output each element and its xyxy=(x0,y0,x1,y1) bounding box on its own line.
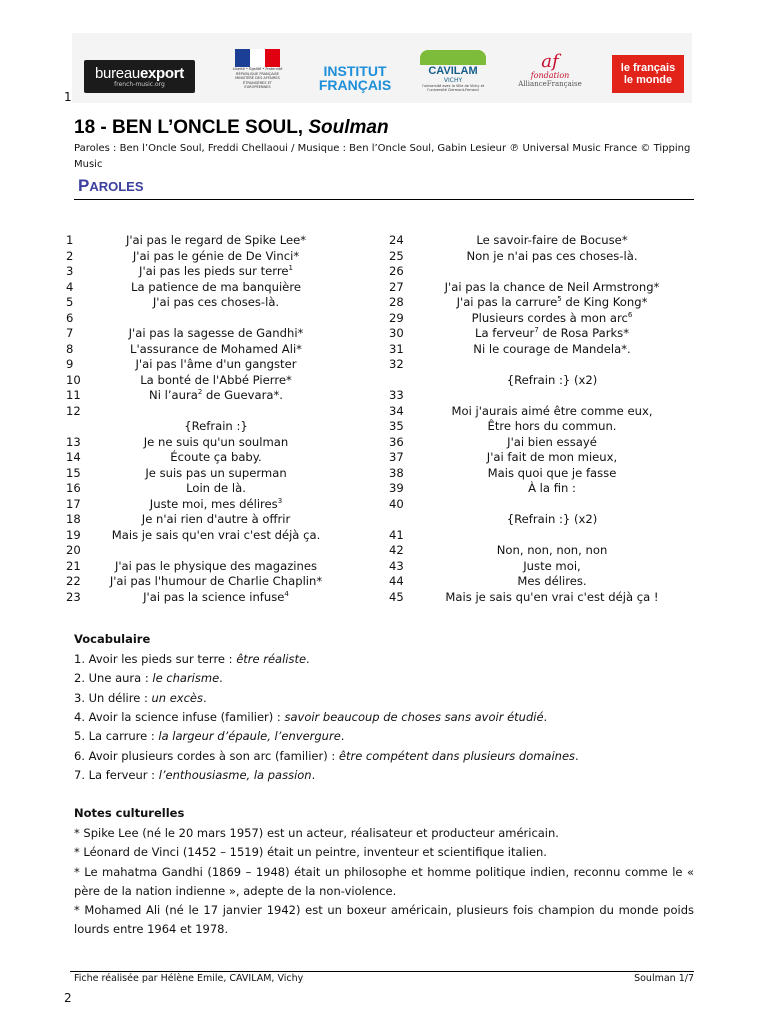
lyric-text: J'ai fait de mon mieux, xyxy=(486,450,618,464)
lyric-line xyxy=(96,373,336,388)
line-number: 35 xyxy=(389,419,404,433)
line-number: 43 xyxy=(389,558,404,573)
lyric-text: J'ai pas la sagesse de Gandhi* xyxy=(128,326,304,340)
line-number: 32 xyxy=(389,357,404,371)
line-number xyxy=(389,373,415,388)
lyric-line xyxy=(96,419,336,434)
line-number: 39 xyxy=(389,481,404,495)
lyric-text-after-marker: de Guevara*. xyxy=(202,388,283,402)
cultural-note: * Léonard de Vinci (1452 – 1519) était un peintre, inventeur et scientifique italien. xyxy=(74,845,547,860)
french-flag-icon xyxy=(235,49,281,67)
vocabulary-definition: l’enthousiasme, la passion xyxy=(158,767,312,782)
alliance-logo-line2: AllianceFrançaise xyxy=(518,79,582,88)
lyric-line xyxy=(418,543,686,558)
lyric-text: Non je n'ai pas ces choses-là. xyxy=(466,248,638,263)
line-number: 34 xyxy=(389,403,404,418)
page-title-italic: Soulman xyxy=(308,117,389,138)
line-number: 37 xyxy=(389,450,404,464)
cavilam-logo xyxy=(418,46,488,96)
line-number: 16 xyxy=(66,481,81,495)
vocabulary-item xyxy=(74,749,694,764)
line-number: 28 xyxy=(389,295,404,309)
lyric-text: J'ai pas les pieds sur terre xyxy=(139,264,289,278)
vocabulary-definition: être compétent dans plusieurs domaines xyxy=(338,748,576,763)
line-number: 10 xyxy=(66,372,81,387)
line-number: 42 xyxy=(389,543,404,557)
page-title xyxy=(74,117,389,139)
lyric-line xyxy=(418,404,686,419)
lyric-text: J'ai bien essayé xyxy=(507,434,597,449)
vocabulary-item xyxy=(74,729,694,744)
footnote-marker: 7 xyxy=(534,326,539,335)
lyric-line xyxy=(96,512,336,527)
lyric-line xyxy=(418,280,686,295)
le-francais-dans-le-monde-logo xyxy=(612,55,684,93)
footnote-marker: 3 xyxy=(277,496,283,505)
footnote-marker: 5 xyxy=(557,295,562,304)
vocabulary-definition: le charisme xyxy=(152,671,220,686)
vocabulary-punctuation: . xyxy=(203,690,207,705)
cavilam-logo-city: VICHY xyxy=(443,77,463,84)
footer-page: Soulman 1/7 xyxy=(634,973,694,984)
footnote-marker: 6 xyxy=(627,310,633,319)
lyric-text: Être hors du commun. xyxy=(487,419,617,433)
lyric-line xyxy=(418,528,686,543)
lyric-line xyxy=(96,466,336,481)
line-number: 13 xyxy=(66,434,81,449)
lyric-line xyxy=(96,249,336,264)
line-number: 30 xyxy=(389,326,404,340)
vocabulary-term: 5. La carrure : xyxy=(74,729,159,744)
alliance-logo-line1: fondation xyxy=(530,70,570,80)
lyric-line xyxy=(418,357,686,372)
lyric-line xyxy=(418,574,686,589)
cavilam-building-icon xyxy=(420,50,486,65)
lyric-text: Ni l’aura xyxy=(149,388,198,402)
vocabulary-term: 6. Avoir plusieurs cordes à son arc (familier) : xyxy=(74,748,339,763)
page-number-bottom: 2 xyxy=(64,991,72,1005)
line-number: 21 xyxy=(66,558,81,573)
lyric-text: Mais quoi que je fasse xyxy=(487,465,617,480)
lyric-text: Je suis pas un superman xyxy=(145,465,287,480)
line-number: 29 xyxy=(389,310,404,325)
cultural-notes xyxy=(74,824,694,940)
lyric-line xyxy=(96,388,336,403)
lyric-text: J'ai pas la chance de Neil Armstrong* xyxy=(444,279,660,294)
lyric-text: J'ai pas ces choses-là. xyxy=(152,295,280,309)
institut-logo-line2: FRANÇAIS xyxy=(318,77,392,93)
institut-logo-line1: INSTITUT xyxy=(323,63,387,79)
section-divider xyxy=(74,199,694,200)
partner-logos-banner xyxy=(72,33,692,103)
vocabulary-item xyxy=(74,671,694,686)
lyric-line xyxy=(96,326,336,341)
line-number: 40 xyxy=(389,496,404,511)
cultural-note: * Le mahatma Gandhi (1869 – 1948) était un philosophe et homme politique indien, reconnu comme le « père de la nation indienne », adepte de la non-violence. xyxy=(74,864,694,898)
line-number: 31 xyxy=(389,341,404,356)
vocabulary-item xyxy=(74,691,694,706)
vocabulary-term: 1. Avoir les pieds sur terre : xyxy=(74,652,237,666)
lyric-text: J'ai pas l'âme d'un gangster xyxy=(135,357,297,371)
lyric-line xyxy=(96,481,336,496)
bureau-export-logo xyxy=(84,60,195,93)
line-number: 7 xyxy=(66,326,74,340)
line-number xyxy=(66,419,92,434)
vocabulary-punctuation: . xyxy=(306,652,310,666)
lyric-text: J'ai pas la carrure xyxy=(456,295,558,309)
line-number: 6 xyxy=(66,310,74,325)
republique-francaise-logo xyxy=(230,42,285,97)
cultural-note: * Mohamed Ali (né le 17 janvier 1942) est un boxeur américain, plusieurs fois champion du monde poids lourds entre 1964 et 1978. xyxy=(74,903,694,937)
lyric-text: Ni le courage de Mandela*. xyxy=(473,341,631,356)
lyric-line xyxy=(418,559,686,574)
line-number: 5 xyxy=(66,295,74,309)
vocabulary-punctuation: . xyxy=(311,767,316,782)
institut-francais-logo xyxy=(316,63,394,93)
vocabulary-term: 3. Un délire : xyxy=(74,690,152,705)
cultural-note: * Spike Lee (né le 20 mars 1957) est un acteur, réalisateur et producteur américain. xyxy=(74,826,559,840)
line-number: 18 xyxy=(66,512,81,526)
line-number: 22 xyxy=(66,574,81,588)
cavilam-logo-tagline: l'université avec la Ville de Vichy et l'université Clermont-Ferrand xyxy=(421,84,485,92)
lyric-line xyxy=(418,590,686,605)
lyric-text: {Refrain :} xyxy=(184,419,248,433)
line-number: 2 xyxy=(66,248,74,263)
vocabulary-punctuation: . xyxy=(219,671,223,686)
line-number: 25 xyxy=(389,248,404,263)
vocabulary-punctuation: . xyxy=(543,709,548,724)
line-number: 44 xyxy=(389,574,404,588)
lyric-line xyxy=(96,559,336,574)
vocabulary-heading: Vocabulaire xyxy=(74,632,151,646)
republique-logo-name: RÉPUBLIQUE FRANÇAISE xyxy=(236,71,279,76)
section-heading-first: P xyxy=(78,176,90,195)
section-heading-rest: AROLES xyxy=(89,179,144,194)
lyric-line xyxy=(418,342,686,357)
lyric-text: Non, non, non, non xyxy=(496,543,608,557)
lyric-line xyxy=(96,404,336,419)
lyric-text: La ferveur xyxy=(474,326,535,340)
lyric-line xyxy=(418,264,686,279)
line-number: 14 xyxy=(66,450,81,464)
lyric-text: Je ne suis qu'un soulman xyxy=(143,434,289,449)
lyric-line xyxy=(96,435,336,450)
vocabulary-definition: un excès xyxy=(151,690,204,705)
lyric-text-after-marker: de King Kong* xyxy=(561,295,648,309)
lyric-line xyxy=(418,233,686,248)
lyric-line xyxy=(418,481,686,496)
song-credits: Paroles : Ben l’Oncle Soul, Freddi Chellaoui / Musique : Ben l’Oncle Soul, Gabin Lesieur ℗ Universal Music France © Tipping Music xyxy=(74,143,691,170)
lyric-line xyxy=(418,326,686,341)
line-number xyxy=(389,512,415,527)
line-number: 1 xyxy=(66,233,74,247)
line-number: 17 xyxy=(66,496,81,511)
line-number: 19 xyxy=(66,527,81,542)
lyric-line xyxy=(418,388,686,403)
lyric-line xyxy=(96,357,336,372)
lyric-text: Juste moi, xyxy=(523,558,581,573)
lyric-text: La bonté de l'Abbé Pierre* xyxy=(140,372,292,387)
vocabulary-item xyxy=(74,768,694,783)
alliance-logo-mark: af xyxy=(541,50,559,72)
lyric-text: La patience de ma banquière xyxy=(131,279,301,294)
lyric-text: J'ai pas le regard de Spike Lee* xyxy=(125,233,307,247)
lyric-text: Moi j'aurais aimé être comme eux, xyxy=(451,403,653,418)
lyric-line xyxy=(418,311,686,326)
lyric-text-after-marker: de Rosa Parks* xyxy=(538,326,630,340)
cultural-notes-heading: Notes culturelles xyxy=(74,806,185,820)
lyric-text: J'ai pas l'humour de Charlie Chaplin* xyxy=(109,574,323,588)
cavilam-logo-name: CAVILAM xyxy=(428,65,478,77)
lyric-line xyxy=(418,249,686,264)
lyric-text: Mes délires. xyxy=(517,574,587,588)
lyric-text: Mais je sais qu'en vrai c'est déjà ça. xyxy=(111,527,321,542)
lyric-line xyxy=(96,342,336,357)
lyric-text: Le savoir-faire de Bocuse* xyxy=(476,233,628,247)
lyric-line xyxy=(96,497,336,512)
line-number: 8 xyxy=(66,341,74,356)
lyric-line xyxy=(96,574,336,589)
footnote-marker: 1 xyxy=(288,264,293,273)
line-number: 36 xyxy=(389,434,404,449)
footer-divider xyxy=(70,971,694,972)
lyric-line xyxy=(418,419,686,434)
lyric-text: Plusieurs cordes à mon arc xyxy=(471,310,628,325)
footnote-marker: 2 xyxy=(197,388,203,397)
alliance-francaise-logo xyxy=(510,45,590,95)
lyric-line xyxy=(418,450,686,465)
line-number: 24 xyxy=(389,233,404,247)
footer-author: Fiche réalisée par Hélène Emile, CAVILAM, Vichy xyxy=(74,973,304,984)
line-number: 33 xyxy=(389,388,404,402)
line-number: 9 xyxy=(66,357,74,371)
lyric-text: À la fin : xyxy=(528,481,576,495)
lyric-text: Mais je sais qu'en vrai c'est déjà ça ! xyxy=(445,589,659,604)
lyric-line xyxy=(96,528,336,543)
lefrancais-logo-line1: le français xyxy=(620,62,676,74)
line-number: 23 xyxy=(66,589,81,604)
lyric-text: {Refrain :} (x2) xyxy=(506,372,598,387)
line-number: 20 xyxy=(66,543,81,557)
lyric-line xyxy=(96,295,336,310)
lyric-line xyxy=(96,543,336,558)
lyric-line xyxy=(418,373,686,388)
vocabulary-item xyxy=(74,710,694,725)
lyric-text: {Refrain :} (x2) xyxy=(506,512,598,526)
lyric-line xyxy=(96,280,336,295)
vocabulary-definition: être réaliste xyxy=(236,652,307,666)
line-number: 3 xyxy=(66,264,74,278)
line-number: 45 xyxy=(389,589,404,604)
lyric-line xyxy=(418,435,686,450)
line-number: 41 xyxy=(389,527,404,542)
lyric-line xyxy=(418,295,686,310)
footer xyxy=(74,973,694,984)
line-number: 11 xyxy=(66,388,81,402)
page-title-main: 18 - BEN L’ONCLE SOUL, xyxy=(74,117,309,138)
bureau-export-logo-light: bureau xyxy=(95,65,140,82)
lyric-line xyxy=(418,497,686,512)
vocabulary-term: 7. La ferveur : xyxy=(74,767,159,782)
lyric-text: Juste moi, mes délires xyxy=(149,496,278,511)
line-number: 38 xyxy=(389,465,404,480)
republique-logo-ministry: MINISTÈRE DES AFFAIRES ÉTRANGÈRES ET EUROPÉENNES xyxy=(235,76,280,90)
vocabulary-definition: la largeur d’épaule, l’envergure xyxy=(158,729,341,744)
lyric-line xyxy=(96,264,336,279)
lyric-text: Écoute ça baby. xyxy=(170,450,262,464)
lyric-line xyxy=(96,311,336,326)
lyric-text: Loin de là. xyxy=(186,481,246,495)
line-number: 15 xyxy=(66,465,81,480)
vocabulary-definition: savoir beaucoup de choses sans avoir étudié xyxy=(284,709,544,724)
footnote-marker: 4 xyxy=(284,589,289,598)
line-number: 26 xyxy=(389,264,404,278)
lyric-line xyxy=(96,590,336,605)
lefrancais-logo-line2: le monde xyxy=(623,74,673,86)
lyric-text: J'ai pas la science infuse xyxy=(143,589,285,604)
section-heading-paroles xyxy=(78,176,144,196)
lyric-text: L'assurance de Mohamed Ali* xyxy=(130,341,302,356)
bureau-export-logo-bold: export xyxy=(139,65,184,82)
lyric-line xyxy=(96,450,336,465)
page-number-top: 1 xyxy=(64,90,72,104)
vocabulary-punctuation: . xyxy=(340,729,345,744)
lyric-text: J'ai pas le génie de De Vinci* xyxy=(132,248,300,263)
republique-logo-motto: Liberté • Égalité • Fraternité xyxy=(232,67,283,72)
lyric-text: J'ai pas le physique des magazines xyxy=(114,558,318,573)
vocabulary-item xyxy=(74,652,694,667)
lyric-line xyxy=(96,233,336,248)
bureau-export-logo-url: french-music.org xyxy=(114,81,165,88)
line-number: 12 xyxy=(66,403,81,418)
lyric-text: Je n'ai rien d'autre à offrir xyxy=(141,512,291,526)
lyric-line xyxy=(418,466,686,481)
vocabulary-term: 2. Une aura : xyxy=(74,671,153,686)
vocabulary-punctuation: . xyxy=(575,748,579,763)
lyric-line xyxy=(418,512,686,527)
vocabulary-term: 4. Avoir la science infuse (familier) : xyxy=(74,709,285,724)
line-number: 4 xyxy=(66,279,74,294)
line-number: 27 xyxy=(389,279,404,294)
